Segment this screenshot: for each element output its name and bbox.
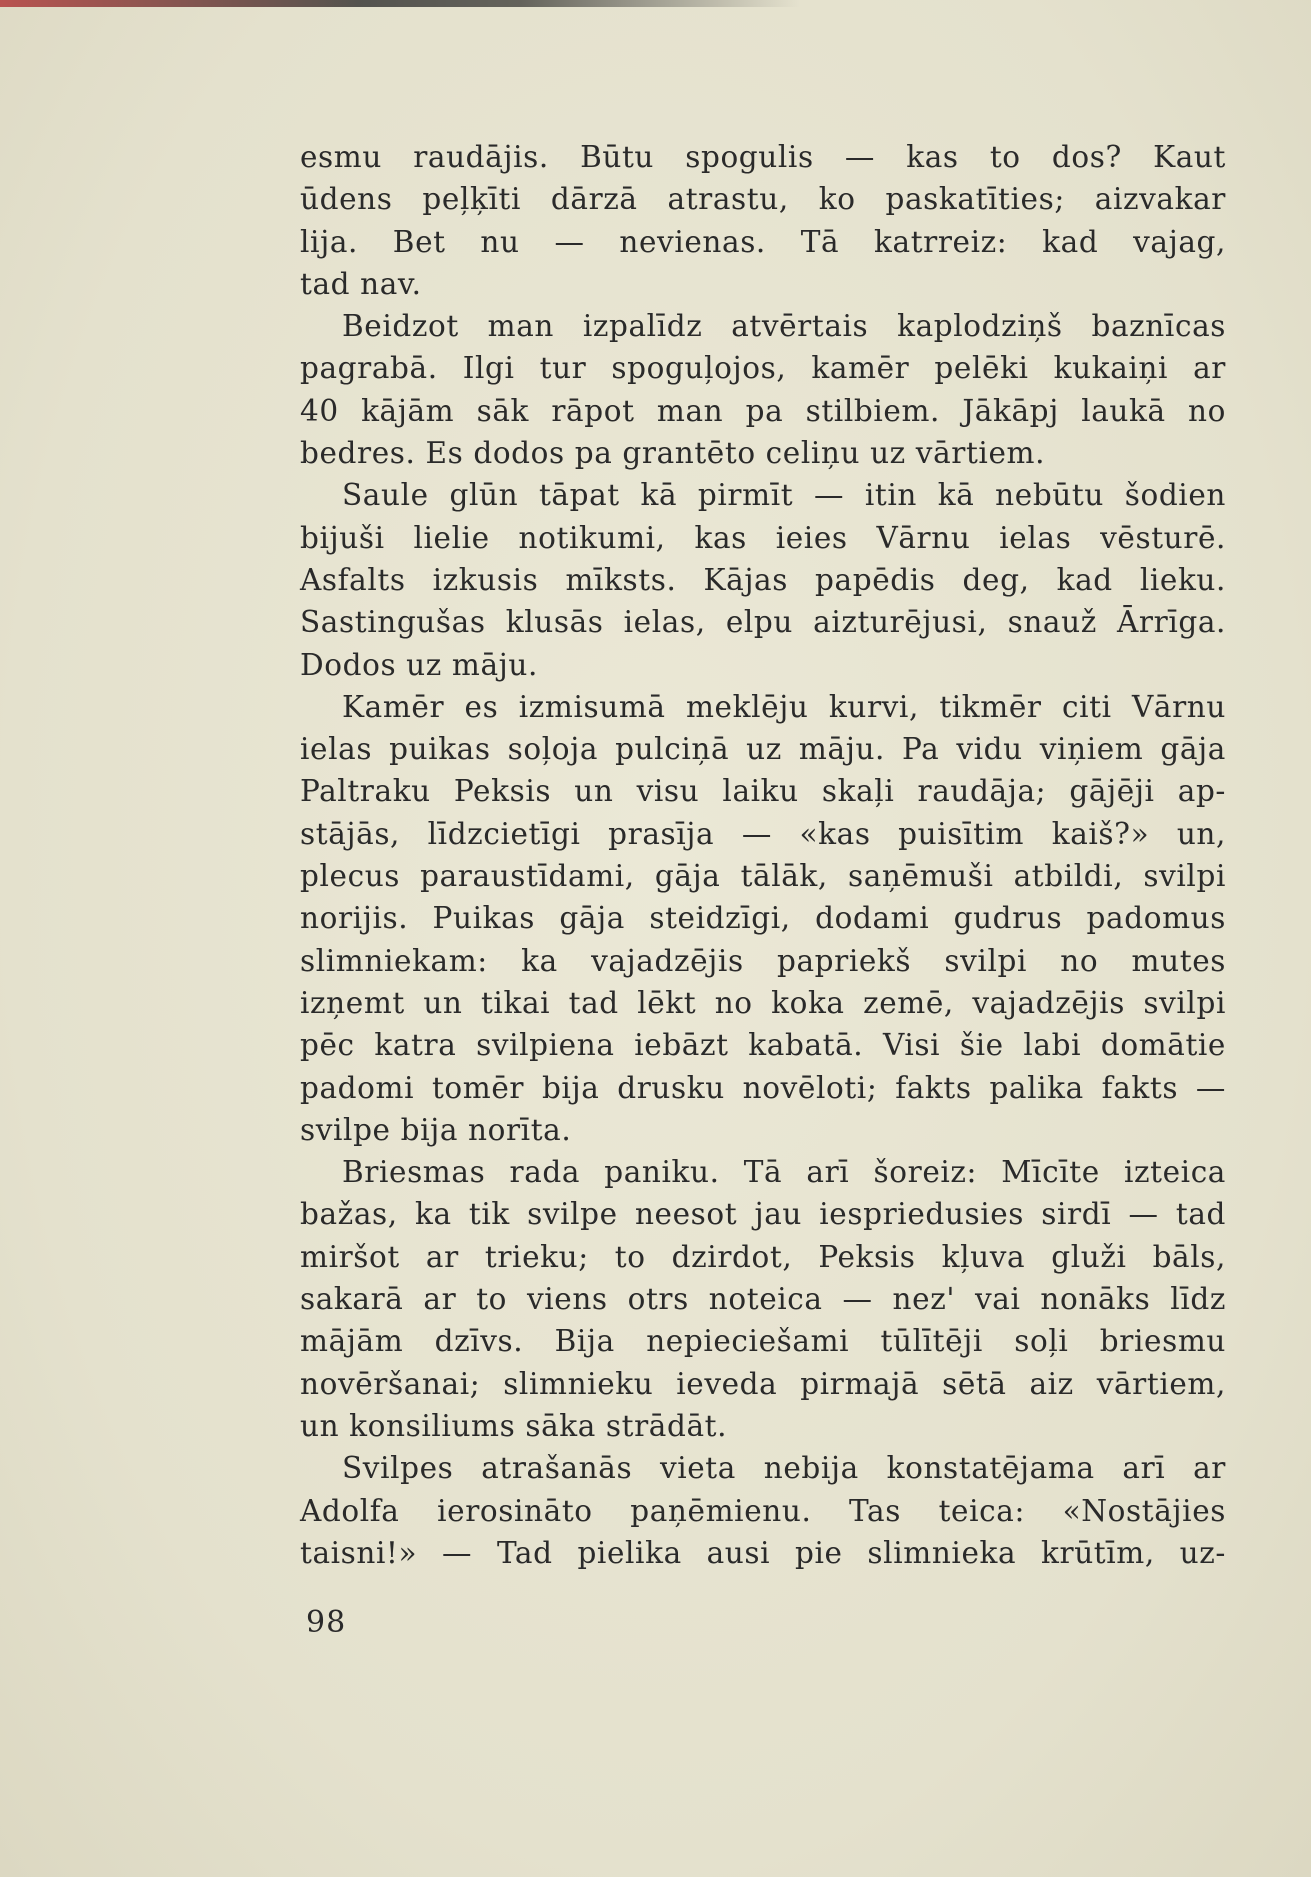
text-line: Briesmas rada paniku. Tā arī šoreiz: Mīcīte izteica <box>342 1155 1226 1190</box>
text-line: svilpe bija norīta. <box>300 1112 572 1147</box>
text-line: Adolfa ierosināto paņēmienu. Tas teica: «Nostājies <box>300 1493 1226 1528</box>
text-line: tad nav. <box>300 266 422 301</box>
text-line: Beidzot man izpalīdz atvērtais kaplodziņš baznīcas <box>342 309 1226 344</box>
text-line: bijuši lielie notikumi, kas ieies Vārnu ielas vēsturē. <box>300 520 1226 555</box>
text-line: pagrabā. Ilgi tur spoguļojos, kamēr pelēki kukaiņi ar <box>300 351 1226 386</box>
body-text <box>300 136 1226 1574</box>
text-line: Saule glūn tāpat kā pirmīt — itin kā nebūtu šodien <box>342 478 1226 513</box>
text-line: lija. Bet nu — nevienas. Tā katrreiz: kad vajag, <box>300 224 1226 259</box>
page-number: 98 <box>306 1605 347 1640</box>
text-line: miršot ar trieku; to dzirdot, Peksis kļuva gluži bāls, <box>300 1239 1226 1274</box>
text-line: norijis. Puikas gāja steidzīgi, dodami gudrus padomus <box>300 901 1226 936</box>
text-line: mājām dzīvs. Bija nepieciešami tūlītēji soļi briesmu <box>300 1324 1226 1359</box>
text-line: izņemt un tikai tad lēkt no koka zemē, vajadzējis svilpi <box>300 985 1226 1020</box>
text-line: Asfalts izkusis mīksts. Kājas papēdis deg, kad lieku. <box>300 562 1226 597</box>
text-line: Svilpes atrašanās vieta nebija konstatējama arī ar <box>342 1451 1226 1486</box>
text-line: ūdens peļķīti dārzā atrastu, ko paskatīties; aizvakar <box>300 182 1226 217</box>
text-line: ielas puikas soļoja pulciņā uz māju. Pa vidu viņiem gāja <box>300 732 1226 767</box>
text-line: Paltraku Peksis un visu laiku skaļi raudāja; gājēji ap- <box>300 774 1226 809</box>
text-line: 40 kājām sāk rāpot man pa stilbiem. Jākāpj laukā no <box>300 393 1226 428</box>
text-line: slimniekam: ka vajadzējis papriekš svilpi no mutes <box>300 943 1226 978</box>
text-line: Sastingušas klusās ielas, elpu aizturējusi, snauž Ārrīga. <box>300 605 1226 640</box>
text-line: stājās, līdzcietīgi prasīja — «kas puisītim kaiš?» un, <box>300 816 1226 851</box>
text-line: bažas, ka tik svilpe neesot jau iespriedusies sirdī — tad <box>300 1197 1226 1232</box>
text-line: esmu raudājis. Būtu spogulis — kas to dos? Kaut <box>300 140 1226 174</box>
text-line: taisni!» — Tad pielika ausi pie slimnieka krūtīm, uz- <box>300 1535 1226 1570</box>
text-line: bedres. Es dodos pa grantēto celiņu uz vārtiem. <box>300 436 1046 471</box>
text-line: un konsiliums sāka strādāt. <box>300 1408 728 1443</box>
text-line: Dodos uz māju. <box>300 647 538 682</box>
top-edge-stain <box>0 0 800 7</box>
text-line: sakarā ar to viens otrs noteica — nez' vai nonāks līdz <box>300 1282 1226 1317</box>
text-line: Kamēr es izmisumā meklēju kurvi, tikmēr citi Vārnu <box>342 689 1226 724</box>
text-line: plecus paraustīdami, gāja tālāk, saņēmuši atbildi, svilpi <box>300 859 1226 894</box>
text-line: novēršanai; slimnieku ieveda pirmajā sētā aiz vārtiem, <box>300 1366 1226 1401</box>
text-line: padomi tomēr bija drusku novēloti; fakts palika fakts — <box>300 1070 1226 1105</box>
text-line: pēc katra svilpiena iebāzt kabatā. Visi šie labi domātie <box>300 1028 1226 1063</box>
